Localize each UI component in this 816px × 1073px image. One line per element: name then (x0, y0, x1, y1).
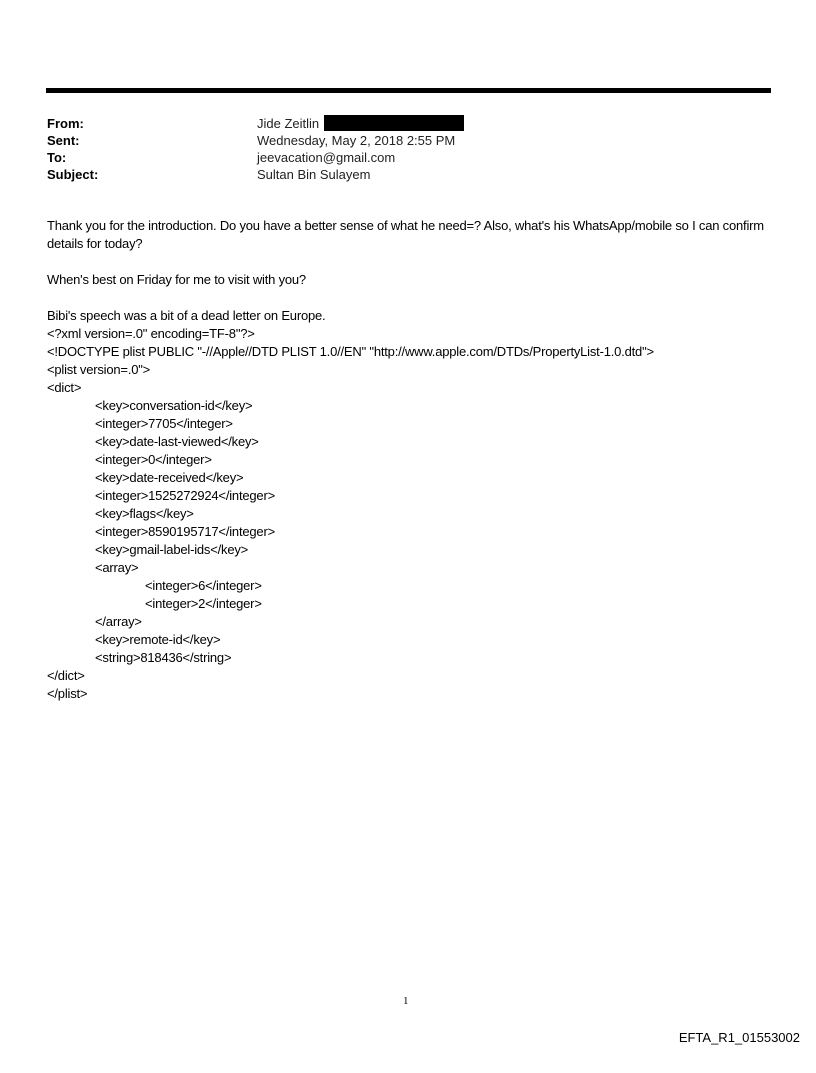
code-line: </plist> (47, 686, 88, 701)
subject-label: Subject: (47, 167, 99, 182)
to-value: jeevacation@gmail.com (257, 150, 396, 165)
body-line: Bibi's speech was a bit of a dead letter on Europe. (47, 308, 326, 323)
plist-block (47, 307, 777, 703)
code-line: <key>conversation-id</key> (95, 398, 253, 413)
code-line: <?xml version=.0" encoding=TF-8"?> (47, 326, 255, 341)
body-paragraph: When's best on Friday for me to visit with you? (47, 272, 306, 287)
from-value (257, 115, 464, 132)
email-header (47, 115, 464, 183)
code-line: </array> (95, 614, 142, 629)
redaction-box (324, 115, 464, 131)
header-rule (46, 88, 771, 93)
sent-row (47, 132, 464, 149)
to-label: To: (47, 150, 67, 165)
from-name: Jide Zeitlin (257, 116, 320, 131)
sent-label: Sent: (47, 133, 80, 148)
code-line: <key>gmail-label-ids</key> (95, 542, 249, 557)
code-line: <dict> (47, 380, 82, 395)
code-line: <!DOCTYPE plist PUBLIC "-//Apple//DTD PLIST 1.0//EN" "http://www.apple.com/DTDs/PropertyList-1.0.dtd"> (47, 344, 654, 359)
subject-row (47, 166, 464, 183)
sent-value: Wednesday, May 2, 2018 2:55 PM (257, 133, 456, 148)
code-line: <integer>8590195717</integer> (95, 524, 275, 539)
code-line: <integer>2</integer> (145, 596, 262, 611)
from-label: From: (47, 116, 84, 131)
code-line: <integer>1525272924</integer> (95, 488, 275, 503)
code-line: <key>flags</key> (95, 506, 194, 521)
code-line: <string>818436</string> (95, 650, 232, 665)
code-line: <integer>0</integer> (95, 452, 212, 467)
code-line: <integer>6</integer> (145, 578, 262, 593)
code-line: <array> (95, 560, 139, 575)
document-id: EFTA_R1_01553002 (678, 1030, 800, 1045)
page-number: 1 (403, 995, 409, 1007)
body-paragraph: Thank you for the introduction. Do you have a better sense of what he need=? Also, what's his WhatsApp/mobile so I can confirm details for today? (47, 218, 764, 251)
email-body (47, 217, 777, 703)
code-line: </dict> (47, 668, 85, 683)
code-line: <key>date-received</key> (95, 470, 244, 485)
code-line: <key>remote-id</key> (95, 632, 221, 647)
from-row (47, 115, 464, 132)
code-line: <plist version=.0"> (47, 362, 151, 377)
to-row (47, 149, 464, 166)
code-line: <integer>7705</integer> (95, 416, 233, 431)
subject-value: Sultan Bin Sulayem (257, 167, 371, 182)
code-line: <key>date-last-viewed</key> (95, 434, 259, 449)
